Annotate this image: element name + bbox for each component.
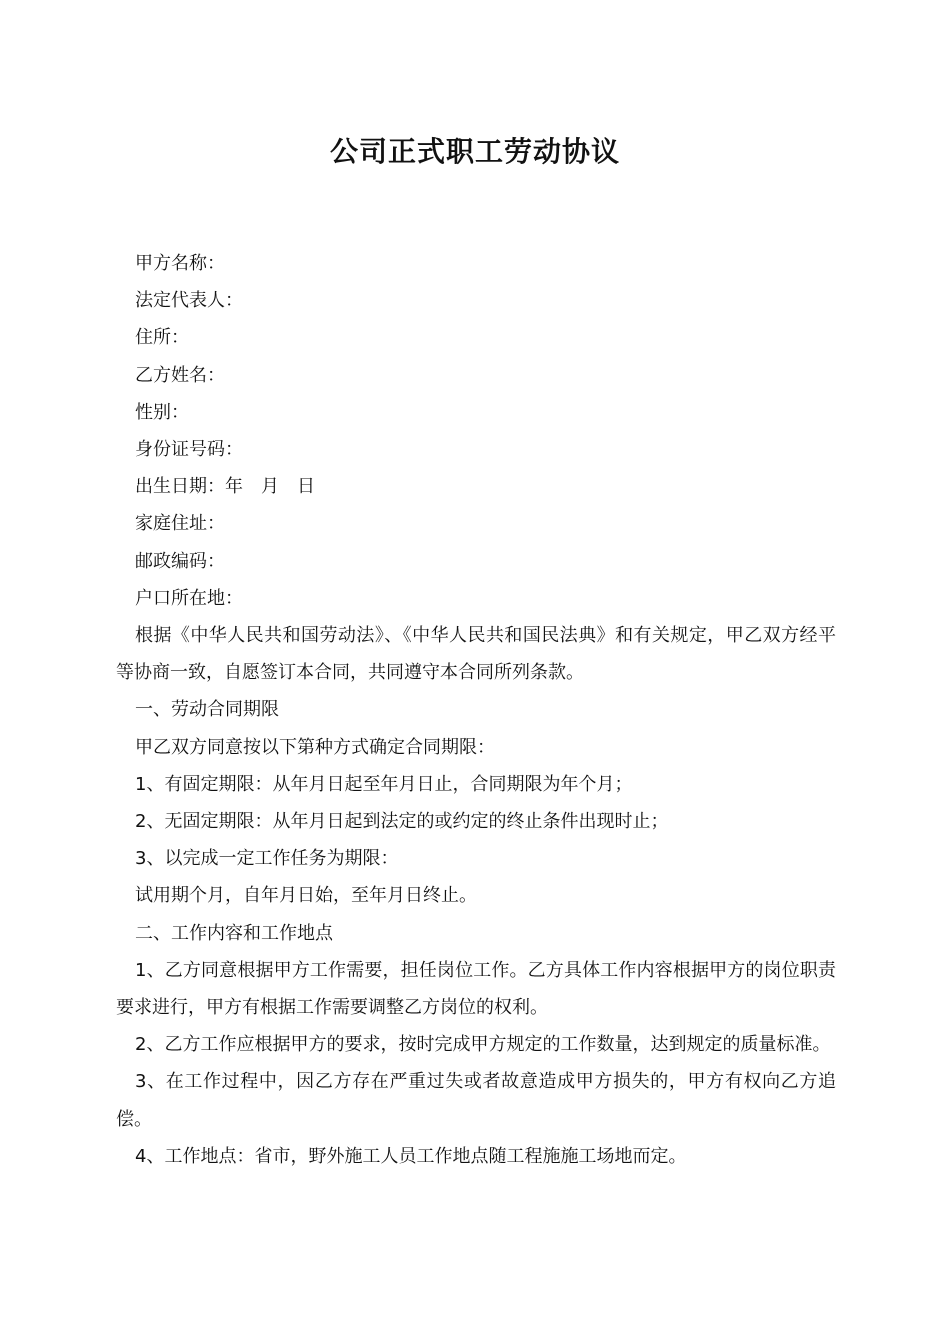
field-household-registration: 户口所在地： bbox=[135, 587, 243, 609]
section2-item-1: 1、乙方同意根据甲方工作需要，担任岗位工作。乙方具体工作内容根据甲方的岗位职责要求进行，甲方有根据工作需要调整乙方岗位的权利。 bbox=[116, 959, 836, 1019]
section1-item-1: 1、有固定期限：从年月日起至年月日止，合同期限为年个月； bbox=[135, 773, 633, 795]
document-title: 公司正式职工劳动协议 bbox=[329, 135, 620, 168]
intro-paragraph: 根据《中华人民共和国劳动法》、《中华人民共和国民法典》和有关规定，甲乙双方经平等协商一致，自愿签订本合同，共同遵守本合同所列条款。 bbox=[116, 625, 836, 684]
document-body bbox=[116, 245, 836, 1175]
field-id-number: 身份证号码： bbox=[135, 439, 243, 461]
field-legal-representative: 法定代表人： bbox=[135, 290, 243, 312]
field-address: 住所： bbox=[135, 327, 189, 349]
field-birth-date: 出生日期：年 月 日 bbox=[135, 476, 315, 498]
section2-item-2: 2、乙方工作应根据甲方的要求，按时完成甲方规定的工作数量，达到规定的质量标准。 bbox=[135, 1034, 831, 1056]
section1-trial-period: 试用期个月，自年月日始，至年月日终止。 bbox=[135, 885, 477, 907]
field-postal-code: 邮政编码： bbox=[135, 550, 225, 572]
section2-heading: 二、工作内容和工作地点 bbox=[135, 922, 333, 944]
section1-item-3: 3、以完成一定工作任务为期限： bbox=[135, 848, 399, 870]
section1-heading: 一、劳动合同期限 bbox=[135, 699, 279, 721]
field-party-b-name: 乙方姓名： bbox=[135, 364, 225, 386]
field-home-address: 家庭住址： bbox=[135, 513, 225, 535]
section1-lead: 甲乙双方同意按以下第种方式确定合同期限： bbox=[135, 736, 495, 758]
section2-item-3: 3、在工作过程中，因乙方存在严重过失或者故意造成甲方损失的，甲方有权向乙方追偿。 bbox=[116, 1071, 836, 1130]
field-party-a-name: 甲方名称： bbox=[135, 253, 225, 274]
section2-item-4: 4、工作地点：省市，野外施工人员工作地点随工程施施工场地而定。 bbox=[135, 1145, 687, 1167]
field-gender: 性别： bbox=[135, 401, 189, 423]
section1-item-2: 2、无固定期限：从年月日起到法定的或约定的终止条件出现时止； bbox=[135, 811, 669, 833]
